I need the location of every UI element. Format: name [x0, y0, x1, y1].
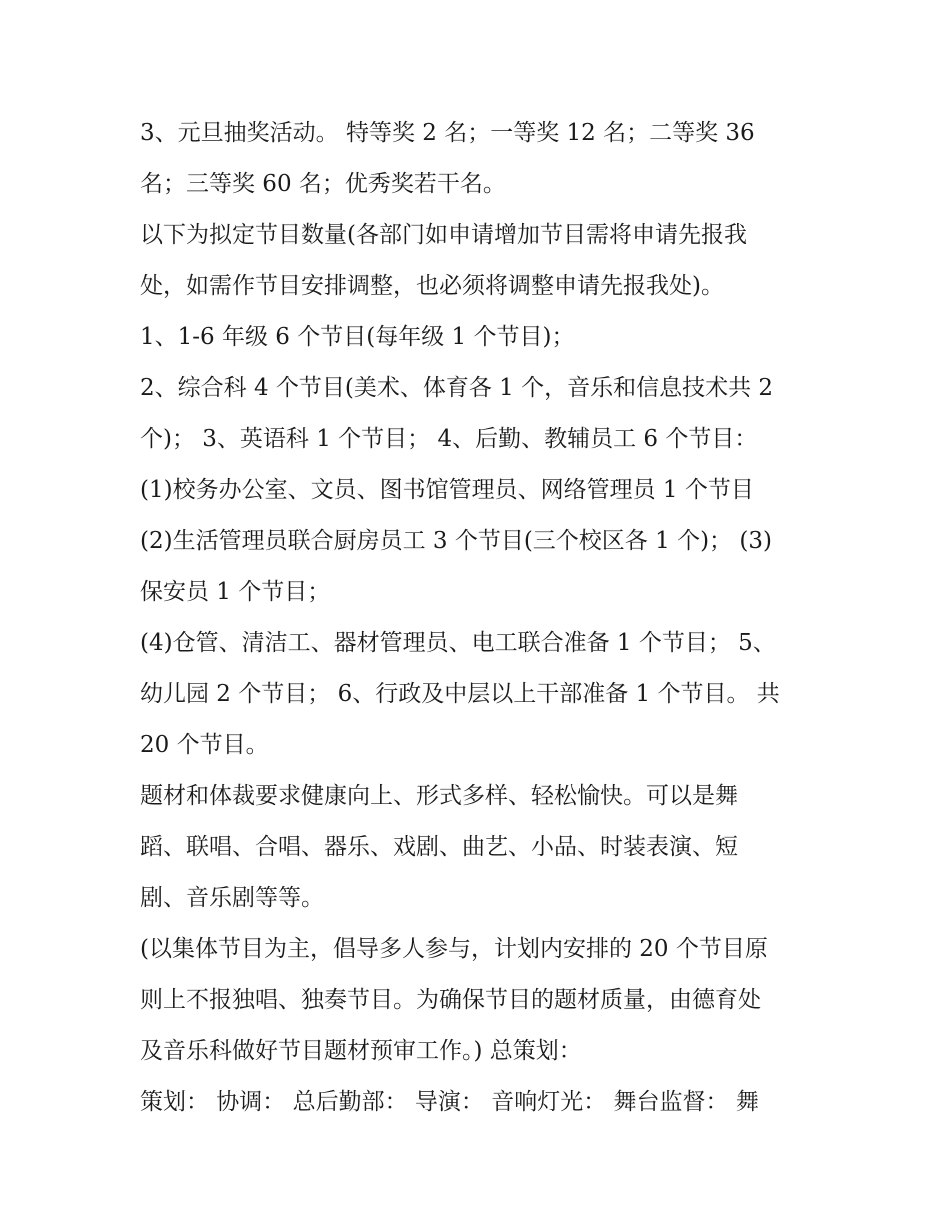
text-line-5: 1、1-6 年级 6 个节目(每年级 1 个节目)； [140, 324, 575, 350]
text-line-19: 及音乐科做好节目题材预审工作。) 总策划： [140, 1038, 582, 1064]
text-line-9: (2)生活管理员联合厨房员工 3 个节目(三个校区各 1 个)； (3) [140, 528, 772, 554]
text-line-14: 题材和体裁要求健康向上、形式多样、轻松愉快。可以是舞 [140, 783, 738, 809]
text-line-1: 3、元旦抽奖活动。 特等奖 2 名；一等奖 12 名；二等奖 36 [140, 120, 755, 146]
text-line-12: 幼儿园 2 个节目； 6、行政及中层以上干部准备 1 个节目。 共 [140, 681, 780, 707]
text-line-4: 处，如需作节目安排调整，也必须将调整申请先报我处)。 [140, 273, 724, 299]
text-line-18: 则上不报独唱、独奏节目。为确保节目的题材质量，由德育处 [140, 987, 761, 1013]
text-line-10: 保安员 1 个节目； [140, 579, 331, 605]
text-line-13: 20 个节目。 [140, 732, 269, 758]
text-line-17: (以集体节目为主，倡导多人参与，计划内安排的 20 个节目原 [140, 936, 768, 962]
text-line-20: 策划： 协调： 总后勤部： 导演： 音响灯光： 舞台监督： 舞 [140, 1089, 759, 1115]
text-line-11: (4)仓管、清洁工、器材管理员、电工联合准备 1 个节目； 5、 [140, 630, 776, 656]
text-line-8: (1)校务办公室、文员、图书馆管理员、网络管理员 1 个节目 [140, 477, 754, 503]
text-line-7: 个)； 3、英语科 1 个节目； 4、后勤、教辅员工 6 个节目： [140, 426, 758, 452]
text-line-6: 2、综合科 4 个节目(美术、体育各 1 个，音乐和信息技术共 2 [140, 375, 774, 401]
text-line-15: 蹈、联唱、合唱、器乐、戏剧、曲艺、小品、时装表演、短 [140, 834, 738, 860]
text-line-16: 剧、音乐剧等等。 [140, 885, 324, 911]
text-line-3: 以下为拟定节目数量(各部门如申请增加节目需将申请先报我 [140, 222, 747, 248]
text-line-2: 名；三等奖 60 名；优秀奖若干名。 [140, 171, 506, 197]
document-body [140, 108, 820, 1128]
